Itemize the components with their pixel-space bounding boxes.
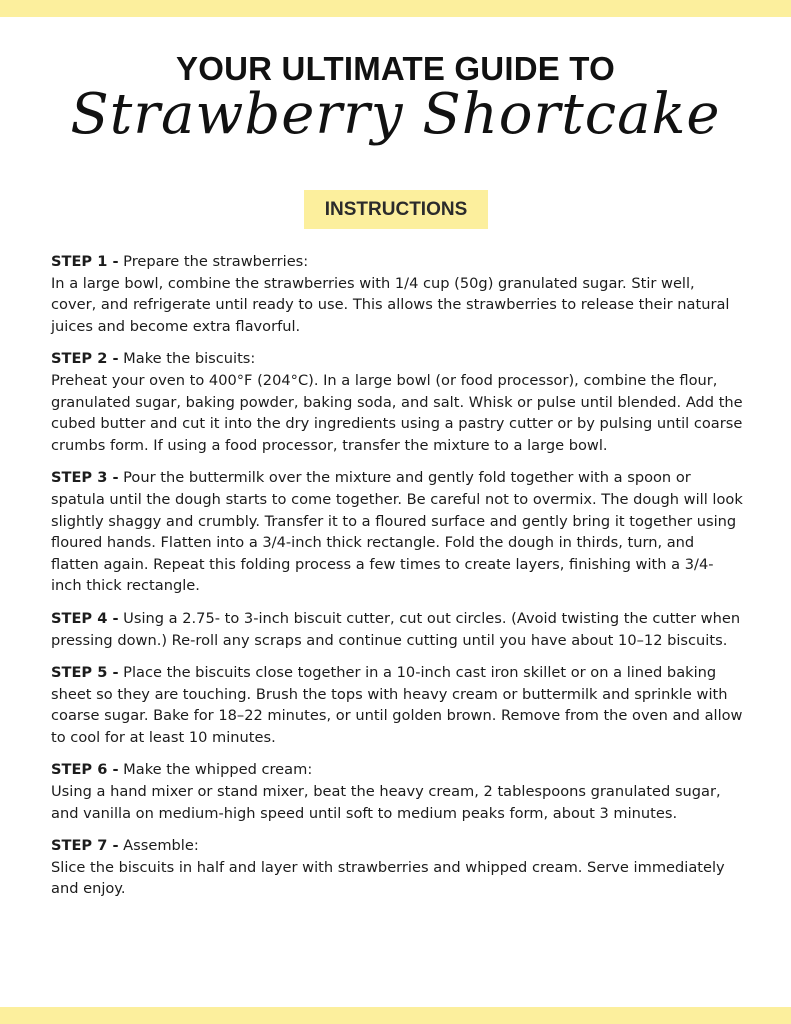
- step-body: Pour the buttermilk over the mixture and gently fold together with a spoon or spatula until the dough starts to come together. Be careful not to overmix. The dough will look slightly shaggy and crumbly. Transfer it to a floured surface and gently bring it together using floured hands. Flatten into a 3/4-inch thick rectangle. Fold the dough in thirds, turn, and flatten again. Repeat this folding process a few times to create layers, finishing with a 3/4-inch thick rectangle.: [51, 469, 743, 595]
- step-text: Slice the biscuits in half and layer with strawberries and whipped cream. Serve immediately and enjoy.: [51, 858, 725, 898]
- step-2: [51, 348, 743, 456]
- step-6: [51, 759, 743, 824]
- step-heading: Make the whipped cream:: [123, 761, 313, 779]
- step-1: [51, 251, 743, 337]
- bottom-accent-band: [0, 1007, 791, 1024]
- step-label: STEP 1 -: [51, 253, 119, 270]
- step-text: Using a hand mixer or stand mixer, beat the heavy cream, 2 tablespoons granulated sugar, and vanilla on medium-high speed until soft to medium peaks form, about 3 minutes.: [51, 783, 721, 822]
- step-3: [51, 467, 743, 597]
- title-line-1: YOUR ULTIMATE GUIDE TO: [176, 50, 615, 87]
- step-text: Preheat your oven to 400°F (204°C). In a large bowl (or food processor), combine the flour, granulated sugar, baking powder, baking soda, and salt. Whisk or pulse until blended. Add the cubed butter and cut it into the dry ingredients using a pastry cutter or by pulsing until coarse crumbs form. If using a food processor, transfer the mixture to a large bowl.: [51, 371, 743, 454]
- step-label: STEP 6 -: [51, 761, 119, 779]
- top-accent-band: [0, 0, 791, 17]
- instructions-badge: INSTRUCTIONS: [304, 190, 488, 229]
- step-text: In a large bowl, combine the strawberries with 1/4 cup (50g) granulated sugar. Stir well, cover, and refrigerate until ready to use. This allows the strawberries to release their natural juices and become extra flavorful.: [51, 274, 730, 335]
- step-heading: Make the biscuits:: [123, 350, 256, 368]
- step-body: Place the biscuits close together in a 10-inch cast iron skillet or on a lined baking sheet so they are touching. Brush the tops with heavy cream or buttermilk and sprinkle with coarse sugar. Bake for 18–22 minutes, or until golden brown. Remove from the oven and allow to cool for at least 10 minutes.: [51, 664, 743, 746]
- step-label: STEP 3 -: [51, 469, 119, 487]
- step-label: STEP 5 -: [51, 664, 119, 682]
- step-heading: Assemble:: [123, 837, 199, 855]
- step-label: STEP 2 -: [51, 350, 119, 368]
- step-label: STEP 4 -: [51, 609, 119, 627]
- step-7: [51, 835, 743, 900]
- step-heading: Prepare the strawberries:: [123, 253, 309, 270]
- step-body: Using a 2.75- to 3-inch biscuit cutter, cut out circles. (Avoid twisting the cutter when pressing down.) Re-roll any scraps and continue cutting until you have about 10–12 biscuits.: [51, 609, 741, 649]
- instructions-list: [51, 251, 743, 900]
- step-5: [51, 662, 743, 748]
- step-label: STEP 7 -: [51, 837, 119, 855]
- step-4: [51, 608, 743, 651]
- title-script-line: Strawberry Shortcake: [70, 82, 721, 147]
